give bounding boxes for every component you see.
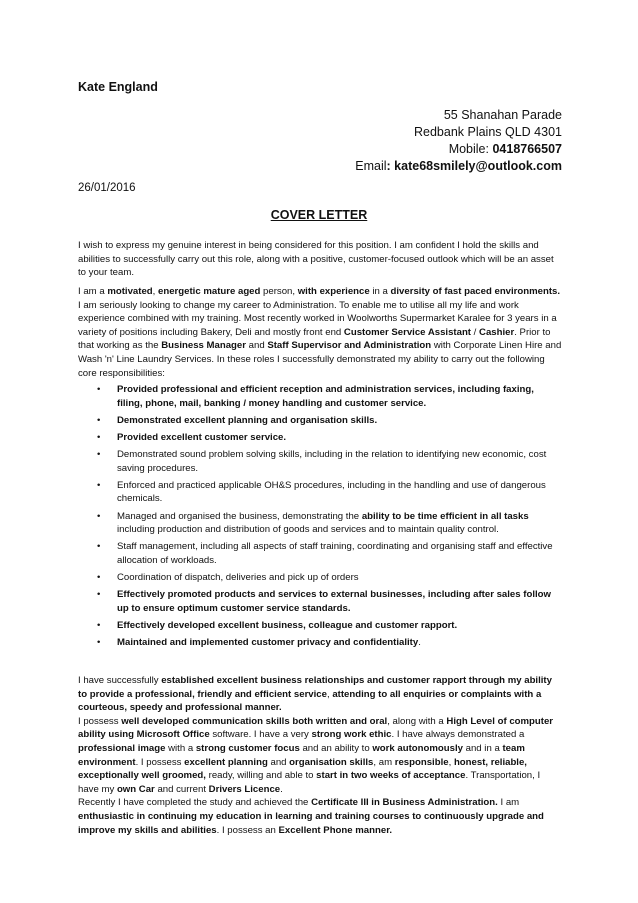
list-item-text [117,572,359,583]
text-run: and [267,756,290,768]
text-run: and in a [462,742,503,754]
bullet-icon: • [97,510,101,522]
list-item-text [117,620,457,631]
text-run: I am seriously looking to change my career to Administration. To enable me to utilise all my life and work experience combined with my training. Most recently worked in Woolworths Supermarket Karalee for 3 years in a variety of positions including Bakery, Deli and mostly front end [78,299,557,338]
bullet-icon: • [97,431,101,443]
contact-block [355,107,562,175]
experience-paragraph [78,285,562,380]
responsibilities-list [78,383,562,653]
text-run: Recently I have completed the study and achieved the [78,797,312,809]
bullet-icon: • [97,572,101,584]
mobile-label: Mobile: [448,142,493,156]
list-item-text [117,449,546,474]
bold-text: Effectively promoted products and services to external businesses, including after sales follow up to ensure optimum customer service standards. [117,589,551,614]
text-run: software. I have a very [209,729,312,741]
list-item-text [117,589,551,614]
list-item-text [117,384,534,409]
bold-text: High Level of computer ability using Microsoft Office [78,715,554,741]
bullet-icon: • [97,620,101,632]
text-run: . I possess [135,756,185,768]
text-run: . [280,783,283,795]
bold-text: Cashier [479,326,515,338]
text-run: with Corporate Linen Hire and Wash 'n' Line Laundry Services. In these roles I successfully demonstrated my ability to carry out the following core responsibilities: [78,340,562,379]
bold-text: motivated [107,286,153,297]
text-run: , [326,688,333,700]
list-item-text [117,637,421,648]
text-run: I am [497,797,520,809]
bullet-icon: • [97,448,101,460]
list-item-text [117,432,286,443]
text-run: Coordination of dispatch, deliveries and pick up of orders [117,572,359,584]
bold-text: well developed communication skills both written and oral [121,715,388,727]
bold-text: honest, reliable, exceptionally well groomed, [78,756,527,782]
email-line [355,158,562,175]
text-run: , [448,756,454,768]
list-item [78,383,562,410]
list-item-text [117,541,553,566]
bold-text: excellent planning [184,756,268,768]
text-run: in a [369,286,391,297]
list-item-text [117,511,529,536]
text-run: , am [373,756,395,768]
text-run: / [471,326,480,338]
list-item-text [117,415,377,426]
email-address: : kate68smilely@outlook.com [386,159,562,173]
bullet-icon: • [97,637,101,649]
text-run: . Prior to that working as the [78,326,551,352]
bold-text: strong work ethic [311,729,392,741]
address-line-1: 55 Shanahan Parade [443,108,562,122]
text-run: . I possess an [216,824,279,836]
bold-text: team environment [78,742,525,768]
mobile-line [355,141,562,158]
bold-text: Excellent Phone manner. [278,824,393,836]
list-item [78,571,562,585]
bold-text: Customer Service Assistant [343,326,472,338]
bullet-icon: • [97,384,101,395]
bold-text: own Car [116,783,155,795]
closing-section [78,674,562,837]
text-run: Enforced and practiced applicable OH&S procedures, including in the handling and use of dangerous chemicals. [117,479,546,505]
text-run: . Transportation, I have my [78,770,541,795]
text-run: I have successfully [78,675,162,686]
bold-text: established excellent business relationships and customer rapport through my ability to provide a professional, friendly and efficient service [78,675,552,700]
text-run: Staff management, including all aspects of staff training, coordinating and organising staff and effective allocation of workloads. [117,541,553,567]
bold-text: Business Manager [161,340,246,352]
text-run: . I have always demonstrated a [391,729,525,741]
list-item [78,414,562,428]
bold-text: start in two weeks of acceptance [316,770,466,782]
text-run: with a [165,742,196,754]
bullet-icon: • [97,541,101,553]
text-run: and [245,340,268,352]
bold-text: enthusiastic in continuing my education in learning and training courses to continuously upgrade and improve my skills and abilities [78,810,544,836]
bold-text: responsible [394,756,449,768]
list-item [78,448,562,475]
bold-text: Provided excellent customer service. [117,431,287,443]
education-paragraph [78,796,562,837]
bold-text: with experience [297,286,370,297]
text-run: Demonstrated sound problem solving skills, including in the relation to identifying new economic, cost saving procedures. [117,448,547,474]
bold-text: Maintained and implemented customer privacy and confidentiality [117,637,419,649]
list-item [78,479,562,506]
list-item-text [117,480,546,505]
list-item [78,636,562,650]
letter-title: COVER LETTER [270,208,368,222]
text-run: Managed and organised the business, demonstrating the [117,510,362,522]
text-run: person, [260,286,298,297]
bold-text: attending to all enquiries or complaints with a courteous, speedy and professional manner. [78,688,542,714]
bold-text: energetic mature aged [158,286,261,297]
mobile-number: 0418766507 [492,142,562,156]
letter-date: 26/01/2016 [78,182,136,194]
bold-text: diversity of fast paced environments. [390,286,561,297]
list-item [78,540,562,567]
bold-text: professional image [78,742,166,754]
list-item [78,431,562,445]
bold-text: work autonomously [372,742,463,754]
address-line-2: Redbank Plains QLD 4301 [413,125,562,139]
bold-text: strong customer focus [195,742,300,754]
bold-text: Certificate III in Business Administration. [311,797,498,809]
bold-text: Effectively developed excellent business, colleague and customer rapport. [117,620,458,632]
relationships-paragraph [78,674,562,715]
text-run: including production and distribution of goods and services and to maintain quality control. [117,524,499,536]
list-item [78,588,562,615]
intro-paragraph: I wish to express my genuine interest in being considered for this position. I am confident I hold the skills and abilities to successfully carry out this role, along with a positive, customer-focused outlook which will be an asset to your team. [78,240,554,279]
bullet-icon: • [97,479,101,491]
text-run: I am a [78,286,108,297]
bold-text: Drivers Licence [208,783,281,795]
bold-text: ability to be time efficient in all tasks [361,510,529,522]
bold-text: Staff Supervisor and Administration [267,340,432,352]
text-run: . [418,637,421,649]
bullet-icon: • [97,414,101,426]
text-run: , [152,286,158,297]
bold-text: organisation skills [289,756,374,768]
text-run: I possess [78,715,122,727]
list-item [78,619,562,633]
text-run: and current [154,783,209,795]
list-item [78,510,562,537]
text-run: and an ability to [299,742,373,754]
bold-text: Demonstrated excellent planning and organisation skills. [117,414,378,426]
text-run: , along with a [387,715,447,727]
bullet-icon: • [97,589,101,601]
skills-paragraph [78,715,562,797]
text-run: ready, willing and able to [205,770,317,782]
bold-text: Provided professional and efficient reception and administration services, including faxing, filing, phone, mail, banking / money handling and customer service. [117,384,534,409]
email-label: Email [355,159,387,173]
applicant-name: Kate England [78,80,158,94]
